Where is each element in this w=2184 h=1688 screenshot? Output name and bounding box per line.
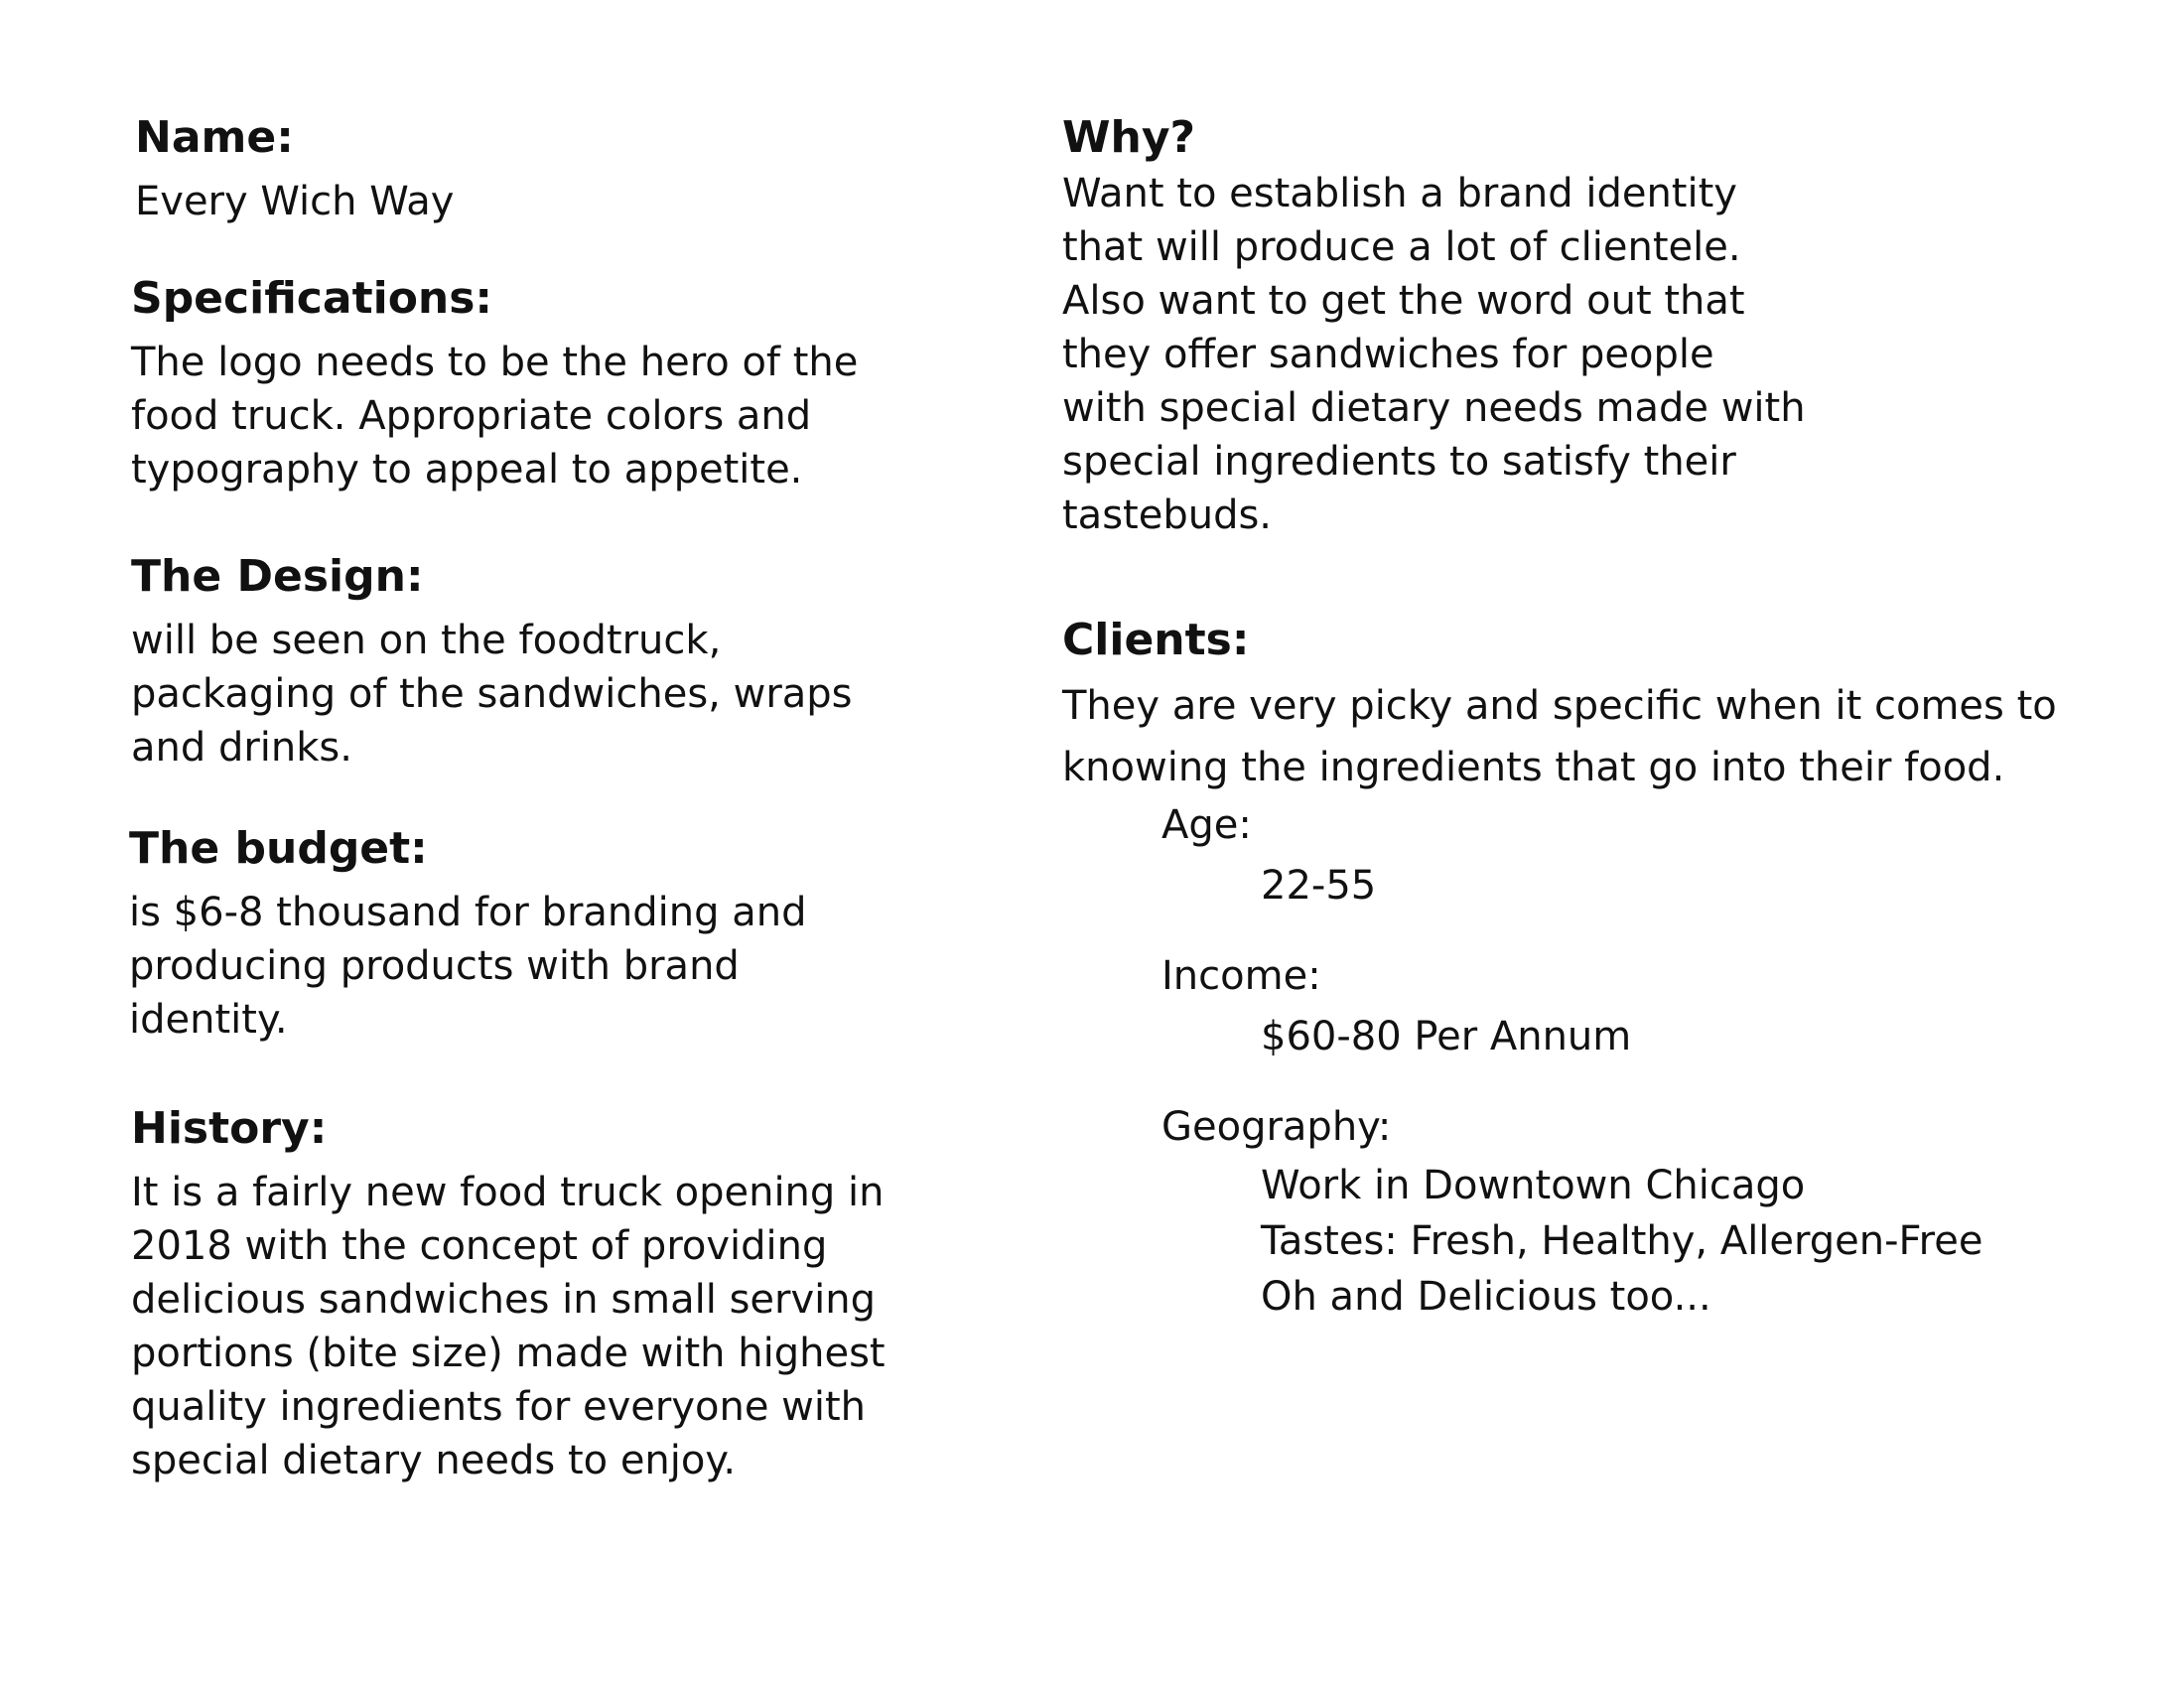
budget-line: is $6-8 thousand for branding and [129,890,807,935]
why-line: Want to establish a brand identity [1062,171,1737,216]
why-line: with special dietary needs made with [1062,385,1806,431]
specifications-line: typography to appeal to appetite. [131,447,803,492]
name-heading: Name: [135,112,294,163]
clients-text [1062,675,2057,798]
income-value: $60-80 Per Annum [1261,1014,1632,1059]
age-value: 22-55 [1261,863,1377,909]
geography-line: Tastes: Fresh, Healthy, Allergen-Free [1261,1218,1983,1264]
design-heading: The Design: [131,551,424,602]
history-line: portions (bite size) made with highest [131,1331,886,1376]
specifications-line: The logo needs to be the hero of the [131,340,859,385]
specifications-line: food truck. Appropriate colors and [131,393,812,439]
why-text [1062,167,1806,542]
design-line: packaging of the sandwiches, wraps [131,671,853,717]
budget-line: producing products with brand [129,943,740,989]
history-heading: History: [131,1103,328,1154]
clients-line: They are very picky and specific when it comes to [1062,683,2057,729]
history-line: delicious sandwiches in small serving [131,1277,876,1323]
history-line: special dietary needs to enjoy. [131,1438,737,1483]
income-label: Income: [1161,953,1321,999]
why-heading: Why? [1062,112,1196,163]
geography-value [1261,1158,1982,1325]
why-line: they offer sandwiches for people [1062,332,1714,377]
name-value-text: Every Wich Way [135,179,455,224]
clients-line: knowing the ingredients that go into their food. [1062,745,2005,790]
history-text [131,1166,886,1487]
geography-label: Geography: [1161,1104,1392,1150]
budget-heading: The budget: [129,823,428,874]
design-line: and drinks. [131,725,352,771]
age-label: Age: [1161,802,1252,848]
why-line: Also want to get the word out that [1062,278,1745,324]
specifications-text [131,336,858,496]
geography-line: Oh and Delicious too... [1261,1274,1711,1320]
budget-text [129,886,806,1047]
budget-line: identity. [129,997,288,1043]
clients-heading: Clients: [1062,615,1250,665]
history-line: 2018 with the concept of providing [131,1223,828,1269]
geography-line: Work in Downtown Chicago [1261,1163,1806,1208]
why-line: tastebuds. [1062,492,1273,538]
design-line: will be seen on the foodtruck, [131,618,722,663]
why-line: that will produce a lot of clientele. [1062,224,1741,270]
history-line: It is a fairly new food truck opening in [131,1170,885,1215]
specifications-heading: Specifications: [131,273,493,324]
name-value [135,175,454,228]
design-text [131,614,853,774]
history-line: quality ingredients for everyone with [131,1384,867,1430]
why-line: special ingredients to satisfy their [1062,439,1736,485]
